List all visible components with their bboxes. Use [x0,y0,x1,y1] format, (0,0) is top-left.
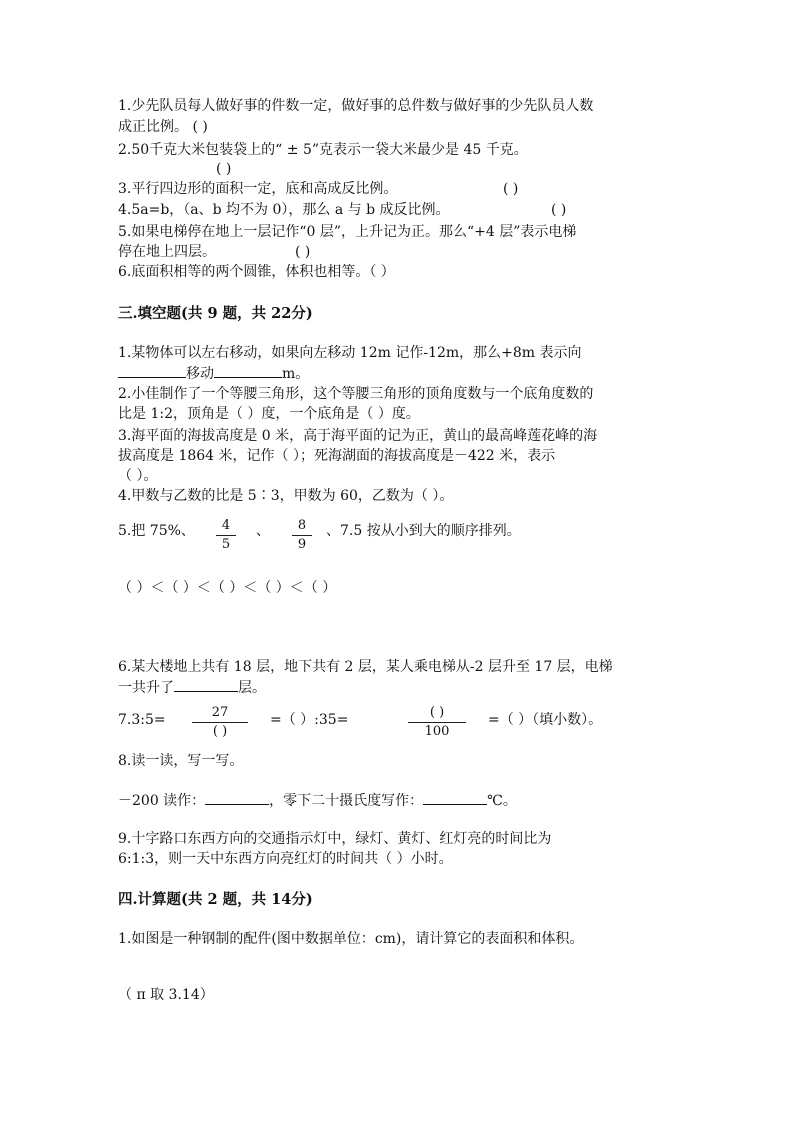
s3-q8-line [118,790,517,811]
s3-q1-mid: 移动 [186,366,214,382]
s2-q3: 3.平行四边形的面积一定，底和高成反比例。 [118,181,398,197]
s3-q2-line1: 2.小佳制作了一个等腰三角形，这个等腰三角形的顶角度数与一个底角度数的 [118,386,594,402]
s2-q6: 6.底面积相等的两个圆锥，体积也相等。（ ） [118,264,395,280]
s3-q6-end: 层。 [238,680,266,696]
s2-q5-line1: 5.如果电梯停在地上一层记作“0 层”，上升记为正。那么“+4 层”表示电梯 [118,224,577,240]
section3-title: 三.填空题(共 9 题，共 22分) [118,305,313,322]
s3-q5-sep: 、 [256,523,270,539]
s3-q6-line2 [118,677,266,698]
s3-q3-line1: 3.海平面的海拔高度是 0 米，高于海平面的记为正，黄山的最高峰莲花峰的海 [118,428,598,444]
fraction-denominator: 5 [221,537,231,552]
s2-q2-line2: ( ) [216,161,232,177]
fraction-blank-100 [408,705,466,740]
s3-q2-line2: 比是 1:2，顶角是（ ）度，一个底角是（ ）度。 [118,406,420,422]
answer-blank[interactable] [214,363,282,378]
s3-q6-start: 一共升了 [118,680,174,696]
s3-q5-end: 、7.5 按从小到大的顺序排列。 [326,523,521,539]
s3-q1-end: m。 [282,366,310,382]
s3-q7-end: =（ ）（填小数）。 [488,712,603,728]
s2-q5-paren: ( ) [295,244,311,260]
s2-q5-line2: 停在地上四层。 [118,244,216,260]
fraction-bar [408,722,466,723]
fraction-numerator: 8 [297,518,307,533]
answer-blank[interactable] [205,790,269,805]
fraction-numerator: 27 [211,705,229,720]
s3-q3-line2: 拔高度是 1864 米，记作（ ）；死海湖面的海拔高度是－422 米，表示 [118,448,556,464]
s2-q4: 4.5a=b，（a、b 均不为 0），那么 a 与 b 成反比例。 [118,202,450,218]
s2-q4-paren: ( ) [551,202,567,218]
fraction-numerator: ( ) [429,705,445,720]
s3-q7-start: 7.3:5= [118,712,166,728]
s3-q1-line2 [118,363,309,384]
s3-q9-line1: 9.十字路口东西方向的交通指示灯中，绿灯、黄灯、红灯亮的时间比为 [118,831,552,847]
s3-q8: 8.读一读，写一写。 [118,753,244,769]
fraction-denominator: ( ) [212,724,228,739]
s3-q4: 4.甲数与乙数的比是 5∶3，甲数为 60，乙数为（ ）。 [118,488,454,504]
s3-q5-start: 5.把 75%、 [118,523,195,539]
s3-q5-answer: （ ）＜（ ）＜（ ）＜（ ）＜（ ） [118,580,337,596]
s4-q1-note: （ π 取 3.14） [118,987,214,1003]
s3-q8-c: ℃。 [487,793,517,809]
fraction-8-9 [292,518,312,553]
s3-q6-line1: 6.某大楼地上共有 18 层，地下共有 2 层，某人乘电梯从-2 层升至 17 层，电梯 [118,659,613,675]
s4-q1: 1.如图是一种钢制的配件(图中数据单位：cm)，请计算它的表面积和体积。 [118,931,584,947]
s3-q9-line2: 6:1:3，则一天中东西方向亮红灯的时间共（ ）小时。 [118,851,453,867]
fraction-bar [192,722,248,723]
s2-q2-line1: 2.50千克大米包装袋上的“ ± 5”克表示一袋大米最少是 45 千克。 [118,142,528,158]
answer-blank[interactable] [118,363,186,378]
s3-q3-line3: （ ）。 [118,468,158,484]
s2-q1-line2: 成正比例。 ( ) [118,119,208,135]
s2-q3-paren: ( ) [503,181,519,197]
s3-q8-b: ，零下二十摄氏度写作： [269,793,424,809]
s3-q7-mid: =（ ）:35= [270,712,349,728]
fraction-denominator: 100 [424,724,450,739]
fraction-4-5 [216,518,236,553]
answer-blank[interactable] [174,677,238,692]
fraction-27-blank [192,705,248,740]
s3-q8-a: －200 读作： [118,793,206,809]
answer-blank[interactable] [423,790,487,805]
s3-q1-line1: 1.某物体可以左右移动，如果向左移动 12m 记作-12m，那么+8m 表示向 [118,345,582,361]
fraction-bar [216,535,236,536]
fraction-numerator: 4 [221,518,231,533]
fraction-denominator: 9 [297,537,307,552]
s2-q1-line1: 1.少先队员每人做好事的件数一定，做好事的总件数与做好事的少先队员人数 [118,98,594,114]
fraction-bar [292,535,312,536]
section4-title: 四.计算题(共 2 题，共 14分) [118,891,313,908]
